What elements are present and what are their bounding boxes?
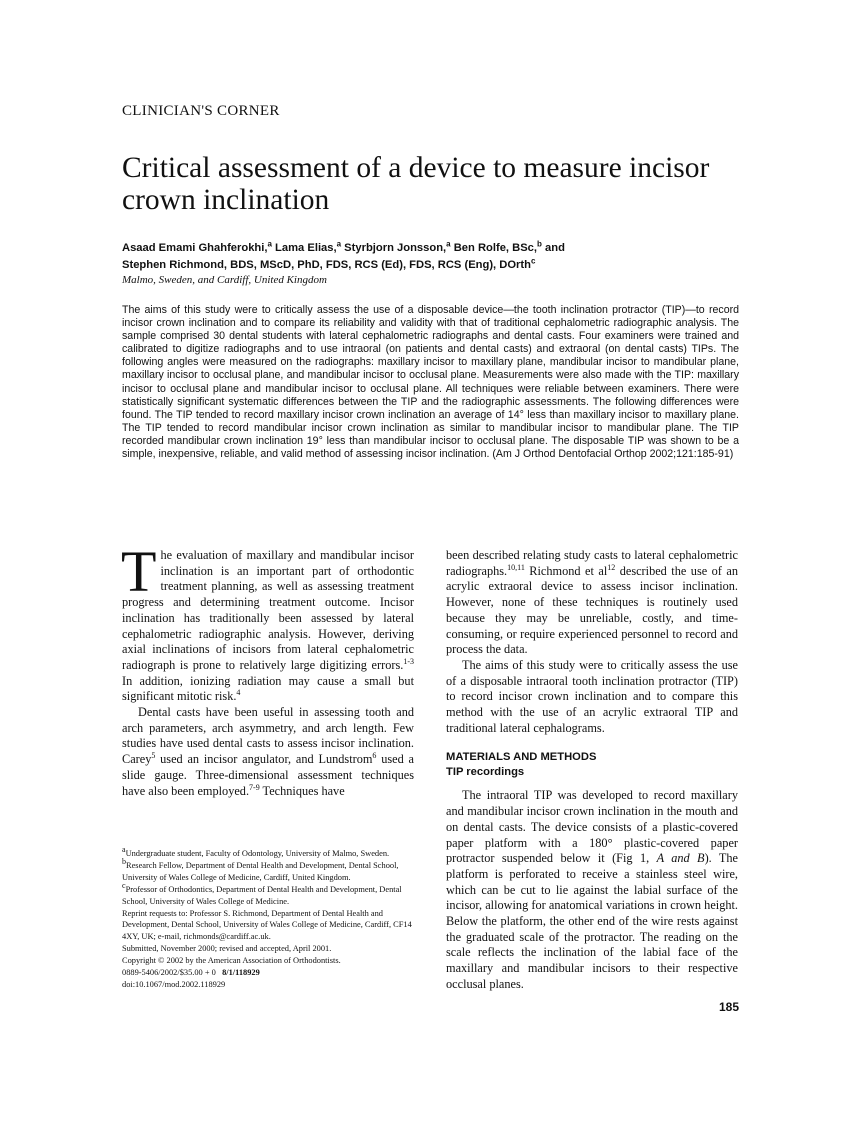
- paragraph-text: In addition, ionizing radiation may cause a small but significant mitotic risk.: [122, 673, 414, 704]
- author-name: Styrbjorn Jonsson,: [341, 242, 447, 254]
- paragraph-text: Richmond et al: [524, 563, 608, 578]
- body-column-right: [446, 548, 738, 993]
- issn-price: 0889-5406/2002/$35.00 + 0: [122, 968, 216, 978]
- paragraph-text: Techniques have: [259, 783, 345, 798]
- article-code: 8/1/118929: [222, 968, 260, 978]
- author-locations: Malmo, Sweden, and Cardiff, United Kingdom: [122, 274, 327, 286]
- citation[interactable]: 5: [151, 751, 156, 761]
- paragraph: [446, 548, 738, 658]
- section-heading: MATERIALS AND METHODS: [446, 751, 597, 764]
- body-column-left: [121, 539, 414, 799]
- paragraph: [121, 539, 414, 705]
- paragraph-text: Dental casts have been useful in assessing tooth and arch parameters, arch asymmetry, and arch length. Few studies have used dental casts to assess incisor inclination. Carey: [122, 705, 414, 767]
- copyright: Copyright © 2002 by the American Association of Orthodontists.: [122, 956, 341, 966]
- paragraph-text: used an incisor angulator, and Lundstrom: [155, 752, 373, 767]
- section-label: CLINICIAN'S CORNER: [122, 103, 280, 119]
- page-number: 185: [719, 1000, 740, 1014]
- affiliation-marker: a: [336, 239, 342, 249]
- article-title: Critical assessment of a device to measure incisor crown inclination: [122, 152, 710, 216]
- paragraph-text: he evaluation of maxillary and mandibular incisor inclination is an important part of orthodontic treatment planning, as well as assessing treatment progress and determining treatment outcome. Incisor inclination has traditionally been assessed by lateral cephalometric radiographic analysis. However, deriving axial inclinations of incisors from lateral cephalometric radiograph is prone to relatively large digitizing errors.: [122, 548, 414, 672]
- figure-reference[interactable]: A and B: [656, 851, 705, 866]
- citation[interactable]: 7-9: [249, 782, 260, 792]
- paragraph-text: described the use of an acrylic extraoral device to assess incisor inclination. However, none of these techniques is routinely used because they may be unreliable, costly, and time-consuming, or require experienced personnel to record and process the data.: [446, 563, 738, 657]
- footnote-text: Professor of Orthodontics, Department of Dental Health and Development, Dental School, University of Wales College of Medicine.: [122, 884, 402, 906]
- citation[interactable]: 1-3: [403, 656, 414, 666]
- footnote: [122, 880, 417, 908]
- citation[interactable]: 6: [372, 751, 377, 761]
- citation[interactable]: 4: [236, 688, 241, 698]
- issn-line: [122, 967, 417, 979]
- paragraph-text: The intraoral TIP was developed to record maxillary and mandibular incisor crown inclination in the mouth and on dental casts. The device consists of a plastic-covered paper platform with a 180° plastic-covered paper protractor suspended below it (Fig 1,: [446, 788, 738, 866]
- drop-cap: T: [121, 539, 157, 604]
- paragraph-text: been described relating study casts to lateral cephalometric radiographs.: [446, 548, 738, 578]
- citation[interactable]: 10,11: [507, 562, 525, 572]
- doi[interactable]: doi:10.1067/mod.2002.118929: [122, 979, 226, 989]
- footnotes: [122, 845, 417, 991]
- affiliation-marker: a: [446, 239, 451, 249]
- affiliation-marker: c: [530, 256, 536, 266]
- paragraph: The aims of this study were to critically assess the use of a disposable intraoral tooth inclination protractor (TIP) to record incisor crown inclination and to compare this method with the use of an acrylic extraoral TIP and traditional lateral cephalograms.: [446, 657, 738, 735]
- author-list: [122, 240, 742, 274]
- affiliation-marker: a: [267, 239, 272, 249]
- author-name: Ben Rolfe, BSc,: [450, 242, 538, 254]
- author-name: Stephen Richmond, BDS, MScD, PhD, FDS, RCS (Ed), FDS, RCS (Eng), DOrth: [122, 259, 531, 271]
- footnote-marker: a: [122, 845, 126, 855]
- author-connector: and: [541, 242, 565, 254]
- citation[interactable]: 12: [607, 562, 616, 572]
- footnote-marker: b: [122, 857, 126, 867]
- author-name: Asaad Emami Ghahferokhi,: [122, 242, 268, 254]
- footnote-text: Research Fellow, Department of Dental Health and Development, Dental School, University of Wales College of Medicine, Cardiff, United Kingdom.: [122, 860, 399, 882]
- abstract: The aims of this study were to critically assess the use of a disposable device—the tooth inclination protractor (TIP)—to record incisor crown inclination and to compare its reliability and validity with that of traditional cephalometric radiographic analysis. The sample comprised 30 dental students with lateral cephalometric radiographs and dental casts. Four examiners were trained and calibrated to digitize radiographs and to use intraoral (on patients and dental casts) and extraoral (on dental casts) TIPs. The following angles were measured on the radiographs: maxillary incisor to maxillary plane, mandibular incisor to mandibular plane, maxillary incisor to occlusal plane, and mandibular incisor to occlusal plane. Measurements were also made with the TIP: maxillary incisor to occlusal plane and mandibular incisor to occlusal plane. All techniques were reliable between examiners. There were statistically significant systematic differences between the TIP and the radiographic assessments. The following differences were found. The TIP tended to record maxillary incisor crown inclination an average of 14° less than maxillary incisor to maxillary plane. The TIP tended to record mandibular incisor crown inclination as similar to mandibular incisor to mandibular plane. The TIP recorded mandibular crown inclination 19° less than mandibular incisor to occlusal plane. The disposable TIP was shown to be a simple, inexpensive, reliable, and valid method of assessing incisor inclination. (Am J Orthod Dentofacial Orthop 2002;121:185-91): [122, 304, 739, 461]
- paragraph: [122, 705, 414, 799]
- reprint-requests: Reprint requests to: Professor S. Richmond, Department of Dental Health and Development, Dental School, University of Wales College of Medicine, Cardiff, CF14 4XY, UK; e-mail, richmonds@cardiff.ac.uk.: [122, 908, 412, 942]
- footnote: [122, 857, 417, 884]
- paragraph: [446, 788, 738, 992]
- subsection-heading: TIP recordings: [446, 766, 525, 779]
- submission-dates: Submitted, November 2000; revised and accepted, April 2001.: [122, 944, 332, 954]
- footnote: [122, 845, 417, 860]
- footnote-text: Undergraduate student, Faculty of Odontology, University of Malmo, Sweden.: [125, 849, 390, 858]
- paragraph-text: used a slide gauge. Three-dimensional assessment techniques have also been employed.: [122, 752, 414, 798]
- paragraph-text: ). The platform is perforated to receive a stainless steel wire, which can be cut to lie against the labial surface of the incisor, allowing for anatomical variations in crown height. Below the platform, the other end of the wire rests against the graduated scale of the protractor. The reading on the scale reflects the inclination of the labial face of the maxillary and mandibular incisors to their respective occlusal planes.: [446, 851, 739, 991]
- author-name: Lama Elias,: [271, 242, 337, 254]
- footnote-marker: c: [122, 880, 126, 890]
- affiliation-marker: b: [537, 239, 542, 249]
